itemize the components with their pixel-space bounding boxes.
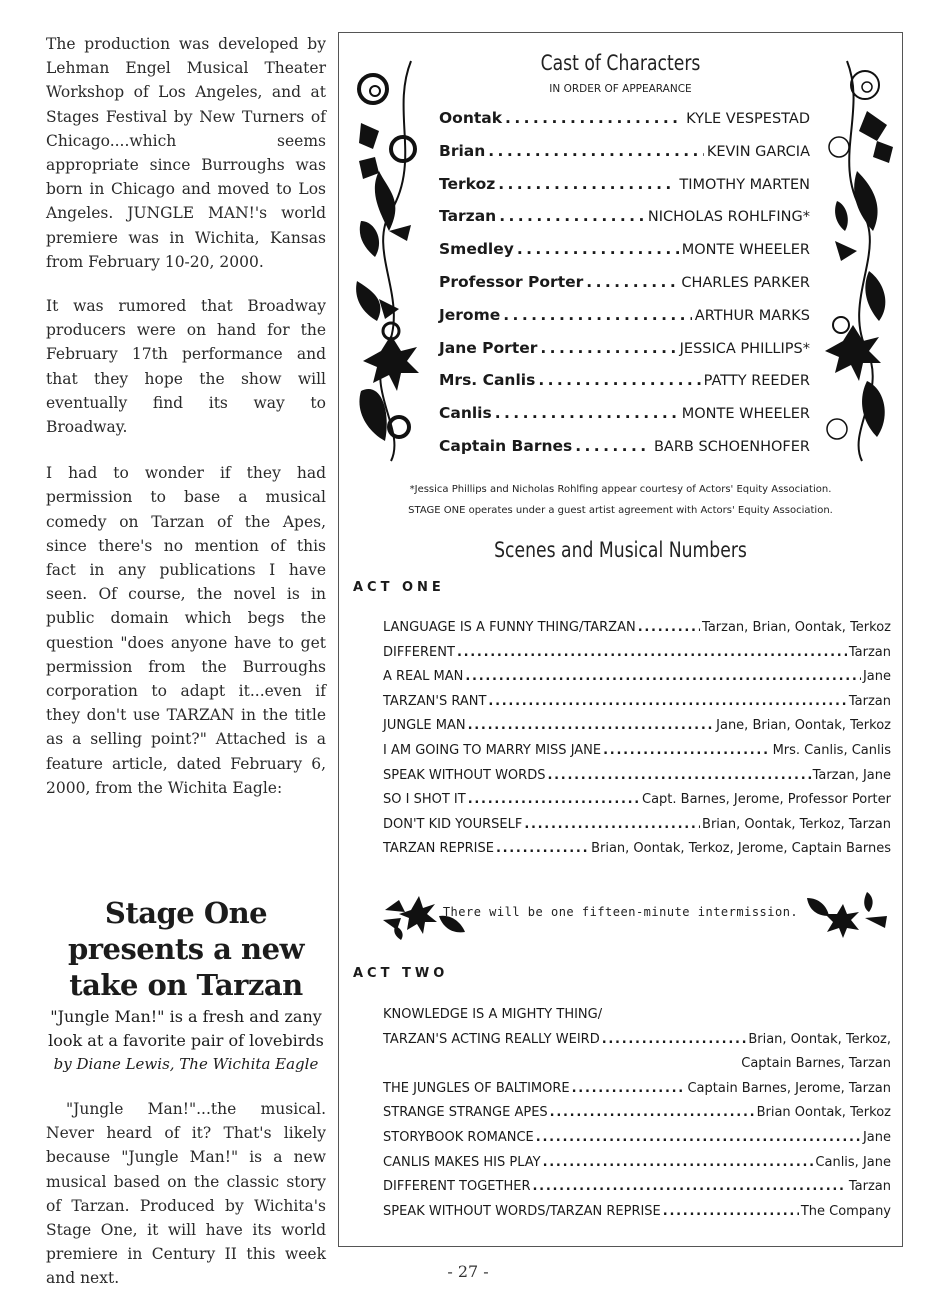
article-body: "Jungle Man!"...the musical. Never heard of it? That's likely because "Jungle Man!" is a new musical based on the classic story of Tarzan. Produced by Wichita's Stage One, it will have its world premiere in Century II this week and next. [46,1100,326,1288]
cast-role: Mrs. Canlis [439,371,536,390]
song-row [383,841,891,866]
cast-role: Smedley [439,240,514,259]
cast-role: Jerome [439,305,501,324]
song-row [383,718,891,743]
song-performers: Tarzan, Jane [812,767,891,783]
left-column [46,32,326,822]
cast-actor: KYLE VESPESTAD [686,111,810,127]
song-title: STORYBOOK ROMANCE [383,1129,534,1145]
song-row [383,669,891,694]
song-title: DON'T KID YOURSELF [383,816,523,832]
cast-actor: MONTE WHEELER [681,242,810,259]
song-title: SO I SHOT IT [383,792,466,808]
cast-row [439,273,810,306]
song-row [383,620,891,645]
song-performers: Jane [862,669,891,685]
cast-actor: CHARLES PARKER [681,274,810,291]
cast-row [439,109,810,142]
song-title: LANGUAGE IS A FUNNY THING/TARZAN [383,620,636,635]
song-title: TARZAN'S RANT [383,693,487,709]
article-byline: by Diane Lewis, The Wichita Eagle [53,1055,319,1073]
song-title: TARZAN'S ACTING REALLY WEIRD [383,1031,600,1047]
cast-role: Terkoz [439,174,496,193]
cast-role: Oontak [439,109,503,127]
song-title: TARZAN REPRISE [383,841,494,857]
cast-actor: TIMOTHY MARTEN [679,176,810,193]
cast-actor: KEVIN GARCIA [706,143,810,160]
cast-row [439,437,810,470]
act-two-songs [383,1007,891,1228]
cast-title: Cast of Characters [540,51,701,75]
song-row [383,645,891,670]
song-performers: Jane, Brian, Oontak, Terkoz [716,718,891,734]
song-row [383,1007,891,1032]
song-title: DIFFERENT TOGETHER [383,1179,531,1195]
song-performers: Tarzan [848,693,891,709]
song-title: A REAL MAN [383,669,464,685]
act-two-label: ACT TWO [353,966,449,981]
cast-list [439,109,810,470]
song-row [383,743,891,768]
cast-role: Captain Barnes [439,436,573,455]
song-row [383,694,891,719]
cast-role: Canlis [439,404,492,423]
program-box [338,32,903,1247]
cast-actor: MONTE WHEELER [681,406,810,423]
cast-row [439,339,810,372]
intermission-note: There will be one fifteen-minute intermission. [442,905,799,919]
vine-ornament-right [817,51,897,471]
cast-role: Tarzan [439,207,497,226]
cast-actor: BARB SCHOENHOFER [653,438,810,455]
song-performers-continued: Captain Barnes, Tarzan [741,1056,891,1072]
cast-role: Brian [439,141,486,160]
act-one-songs [383,620,891,866]
paragraph: The production was developed by Lehman Engel Musical Theater Workshop of Los Angeles, and at Stages Festival by New Turners of Chicago....which seems appropriate since Burroughs was born in Chicago and moved to Los Angeles. JUNGLE MAN!'s world premiere was in Wichita, Kansas from February 10-20, 2000. [46,35,326,271]
cast-role: Professor Porter [439,272,584,291]
cast-row [439,207,810,240]
footnote: *Jessica Phillips and Nicholas Rohlfing appear courtesy of Actors' Equity Association. [409,484,832,495]
song-title: KNOWLEDGE IS A MIGHTY THING/ [383,1007,603,1022]
song-title: CANLIS MAKES HIS PLAY [383,1154,541,1170]
song-performers: Brian, Oontak, Terkoz, Tarzan [702,816,891,832]
song-row [383,817,891,842]
song-title: SPEAK WITHOUT WORDS [383,767,546,783]
song-title: STRANGE STRANGE APES [383,1105,548,1121]
song-performers: Mrs. Canlis, Canlis [772,742,891,758]
song-row [383,1204,891,1229]
paragraph: It was rumored that Broadway producers were on hand for the February 17th performance and that they hope the show will eventually find its way to Broadway. [46,297,326,437]
song-title: SPEAK WITHOUT WORDS/TARZAN REPRISE [383,1203,661,1219]
footnote: STAGE ONE operates under a guest artist agreement with Actors' Equity Association. [408,505,833,516]
page-number: - 27 - [447,1262,489,1281]
song-performers: Canlis, Jane [815,1154,891,1170]
song-performers: The Company [800,1203,891,1219]
song-row [383,1081,891,1106]
act-one-label: ACT ONE [353,580,445,595]
paragraph: I had to wonder if they had permission to base a musical comedy on Tarzan of the Apes, since there's no mention of this fact in any publications I have seen. Of course, the novel is in public domain which begs the question "does anyone have to get permission from the Burroughs corporation to adapt it...even if they don't use TARZAN in the title as a selling point?" Attached is a feature article, dated February 6, 2000, from the Wichita Eagle: [46,464,326,797]
cast-subtitle: IN ORDER OF APPEARANCE [549,83,692,95]
song-performers: Jane [862,1129,891,1145]
scenes-title: Scenes and Musical Numbers [494,538,747,562]
song-title: THE JUNGLES OF BALTIMORE [383,1080,570,1096]
article-subhead: "Jungle Man!" is a fresh and zany look at a favorite pair of lovebirds [48,1007,324,1050]
song-performers: Brian, Oontak, Terkoz, Jerome, Captain Barnes [591,841,891,857]
cast-actor: ARTHUR MARKS [694,307,810,324]
cast-role: Jane Porter [439,338,538,357]
cast-row [439,142,810,175]
song-performers: Brian Oontak, Terkoz [756,1105,891,1121]
cast-row [439,240,810,273]
cast-row [439,306,810,339]
article-headline: Stage One presents a new take on Tarzan [67,896,305,1002]
song-title: I AM GOING TO MARRY MISS JANE [383,742,602,758]
song-row [383,1105,891,1130]
song-title: DIFFERENT [383,644,455,660]
cast-actor: JESSICA PHILLIPS* [679,340,810,357]
song-performers: Tarzan [848,644,891,660]
cast-row [439,371,810,404]
cast-row [439,175,810,208]
song-row [383,1130,891,1155]
song-row [383,1155,891,1180]
song-performers: Brian, Oontak, Terkoz, [748,1031,891,1047]
song-performers: Tarzan [848,1179,891,1195]
song-row [383,1032,891,1057]
song-performers: Captain Barnes, Jerome, Tarzan [687,1080,891,1096]
cast-actor: PATTY REEDER [703,373,810,390]
song-row [383,768,891,793]
song-performers: Capt. Barnes, Jerome, Professor Porter [642,792,891,808]
song-row [383,792,891,817]
song-row [383,1179,891,1204]
cast-row [439,404,810,437]
song-title: JUNGLE MAN [383,718,466,734]
article [46,895,326,1291]
cast-actor: NICHOLAS ROHLFING* [647,209,810,226]
song-performers: Tarzan, Brian, Oontak, Terkoz [702,620,891,635]
vine-ornament-left [351,51,431,471]
